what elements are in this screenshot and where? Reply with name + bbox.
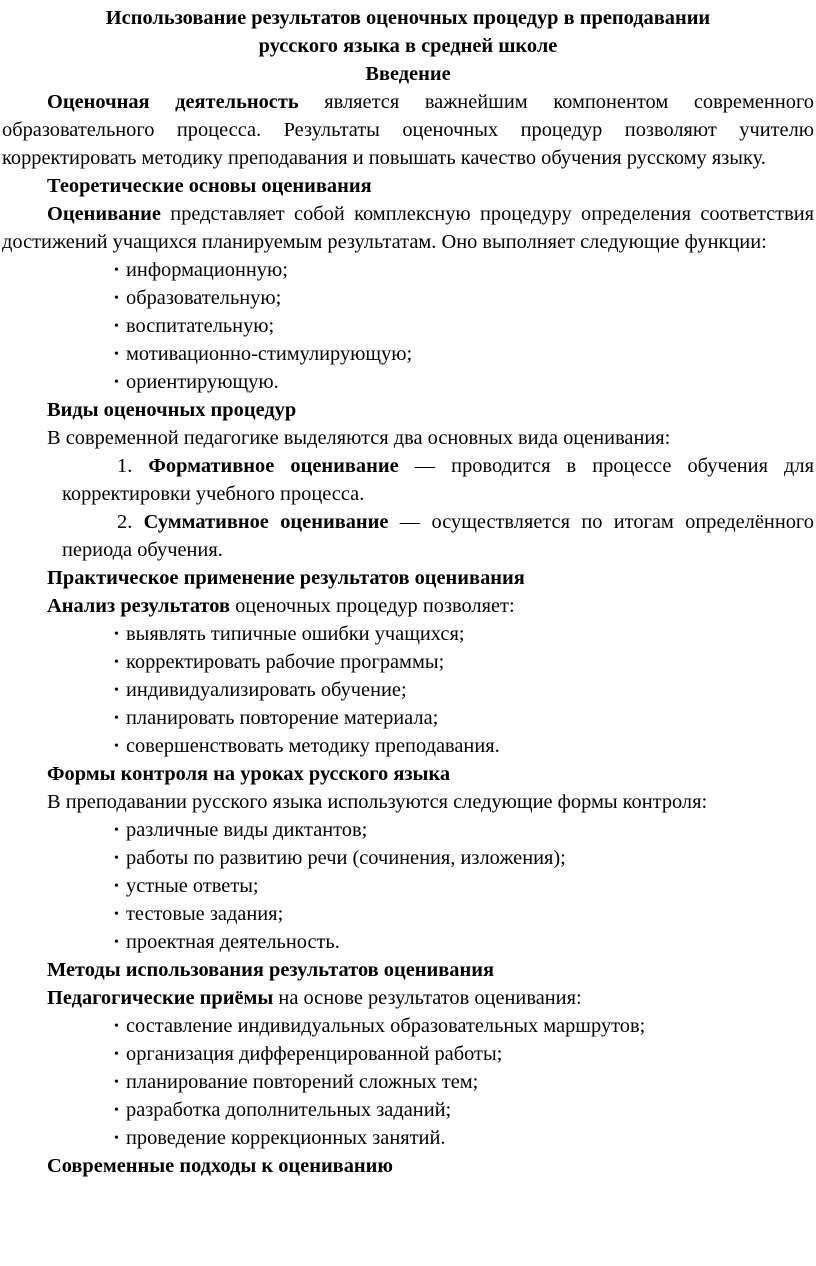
bullet-icon: • (114, 627, 119, 642)
list-item-text: индивидуализировать обучение; (126, 679, 407, 701)
methods-term: Педагогические приёмы (47, 987, 274, 1009)
list-item (114, 648, 814, 676)
practice-term: Анализ результатов (47, 595, 230, 617)
list-item-text: корректировать рабочие программы; (126, 651, 445, 673)
item-text: — проводится в процессе обучения для корректировки учебного процесса. (62, 455, 814, 505)
list-item (114, 900, 814, 928)
list-item-text: проектная деятельность. (126, 931, 340, 953)
list-item-text: планировать повторение материала; (126, 707, 439, 729)
types-list (2, 452, 814, 564)
bullet-icon: • (114, 1103, 119, 1118)
list-item-text: различные виды диктантов; (126, 819, 368, 841)
list-item-text: составление индивидуальных образовательных маршрутов; (126, 1015, 646, 1037)
list-item (114, 1012, 814, 1040)
analysis-list (2, 620, 814, 760)
title-line-2: русского языка в средней школе (258, 35, 558, 57)
list-item (114, 340, 814, 368)
modern-heading: Современные подходы к оцениванию (47, 1155, 393, 1177)
list-item (114, 872, 814, 900)
list-item (114, 284, 814, 312)
list-item (114, 676, 814, 704)
forms-paragraph: В преподавании русского языка используются следующие формы контроля: (47, 791, 708, 813)
list-item (114, 1124, 814, 1152)
item-text: — осуществляется по итогам определённого периода обучения. (62, 511, 814, 561)
bullet-icon: • (114, 1047, 119, 1062)
list-item (114, 1068, 814, 1096)
theory-paragraph (2, 200, 814, 256)
list-item-text: организация дифференцированной работы; (126, 1043, 503, 1065)
item-number: 2. (117, 511, 133, 533)
intro-heading: Введение (365, 63, 451, 85)
bullet-icon: • (114, 711, 119, 726)
numbered-item (2, 452, 814, 508)
bullet-icon: • (114, 851, 119, 866)
list-item-text: воспитательную; (126, 315, 275, 337)
practice-paragraph (2, 592, 814, 620)
intro-paragraph (2, 88, 814, 172)
item-term: Суммативное оценивание (143, 511, 389, 533)
list-item-text: планирование повторений сложных тем; (126, 1071, 479, 1093)
bullet-icon: • (114, 1131, 119, 1146)
list-item (114, 312, 814, 340)
theory-text: представляет собой комплексную процедуру определения соответствия достижений учащихся планируемым результатам. Оно выполняет следующие функции: (2, 203, 814, 253)
list-item-text: тестовые задания; (126, 903, 284, 925)
list-item-text: совершенствовать методику преподавания. (126, 735, 500, 757)
bullet-icon: • (114, 347, 119, 362)
bullet-icon: • (114, 655, 119, 670)
types-heading: Виды оценочных процедур (47, 399, 297, 421)
methods-heading: Методы использования результатов оценивания (47, 959, 494, 981)
list-item (114, 620, 814, 648)
list-item (114, 704, 814, 732)
numbered-item (2, 508, 814, 564)
list-item-text: устные ответы; (126, 875, 259, 897)
list-item-text: работы по развитию речи (сочинения, изложения); (126, 847, 566, 869)
methods-text: на основе результатов оценивания: (273, 987, 582, 1009)
list-item-text: выявлять типичные ошибки учащихся; (126, 623, 465, 645)
bullet-icon: • (114, 823, 119, 838)
theory-term: Оценивание (47, 203, 161, 225)
forms-list (2, 816, 814, 956)
list-item-text: проведение коррекционных занятий. (126, 1127, 446, 1149)
list-item (114, 256, 814, 284)
methods-paragraph (2, 984, 814, 1012)
bullet-icon: • (114, 739, 119, 754)
list-item-text: ориентирующую. (126, 371, 279, 393)
theory-heading: Теоретические основы оценивания (47, 175, 372, 197)
bullet-icon: • (114, 319, 119, 334)
methods-list (2, 1012, 814, 1152)
intro-text: является важнейшим компонентом современного образовательного процесса. Результаты оценочных процедур позволяют учителю корректировать методику преподавания и повышать качество обучения русскому языку. (2, 91, 814, 169)
list-item-text: образовательную; (126, 287, 282, 309)
list-item (114, 928, 814, 956)
list-item (114, 816, 814, 844)
list-item-text: информационную; (126, 259, 288, 281)
intro-term: Оценочная деятельность (47, 91, 299, 113)
bullet-icon: • (114, 1075, 119, 1090)
bullet-icon: • (114, 1019, 119, 1034)
bullet-icon: • (114, 263, 119, 278)
list-item-text: разработка дополнительных заданий; (126, 1099, 452, 1121)
document-title (2, 4, 814, 88)
bullet-icon: • (114, 291, 119, 306)
bullet-icon: • (114, 879, 119, 894)
bullet-icon: • (114, 683, 119, 698)
bullet-icon: • (114, 935, 119, 950)
item-term: Формативное оценивание (148, 455, 399, 477)
list-item (114, 1096, 814, 1124)
list-item-text: мотивационно-стимулирующую; (126, 343, 413, 365)
list-item (114, 1040, 814, 1068)
list-item (114, 844, 814, 872)
bullet-icon: • (114, 907, 119, 922)
types-paragraph: В современной педагогике выделяются два основных вида оценивания: (47, 427, 671, 449)
practice-heading: Практическое применение результатов оценивания (47, 567, 525, 589)
title-line-1: Использование результатов оценочных процедур в преподавании (105, 7, 711, 29)
list-item (114, 368, 814, 396)
item-number: 1. (117, 455, 133, 477)
forms-heading: Формы контроля на уроках русского языка (47, 763, 451, 785)
bullet-icon: • (114, 375, 119, 390)
list-item (114, 732, 814, 760)
practice-text: оценочных процедур позволяет: (230, 595, 515, 617)
functions-list (2, 256, 814, 396)
